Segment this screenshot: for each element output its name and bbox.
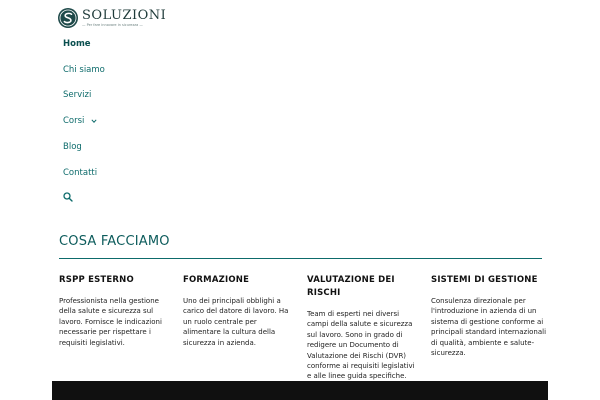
service-title: RSPP ESTERNO <box>59 275 134 285</box>
service-description: Consulenza direzionale per l'introduzione in azienda di un sistema di gestione conforme ai principali standard internazionali di qualità, ambiente e salute-sicurezza. <box>431 297 547 358</box>
service-description: Uno dei principali obblighi a carico del datore di lavoro. Ha un ruolo centrale per alimentare la cultura della sicurezza in azienda. <box>183 297 289 347</box>
service-description: Professionista nella gestione della salute e sicurezza sul lavoro. Fornisce le indicazioni necessarie per rispettare i requisiti legislativi. <box>59 297 162 347</box>
nav-item-home[interactable]: Home <box>63 39 91 49</box>
section-divider <box>59 258 542 259</box>
nav-item-blog[interactable]: Blog <box>63 142 82 152</box>
brand-name: SOLUZIONI <box>82 7 167 23</box>
nav-item-corsi[interactable] <box>63 116 97 126</box>
nav-item-contatti[interactable]: Contatti <box>63 168 98 178</box>
service-column-valutazione <box>307 274 419 382</box>
service-title: SISTEMI DI GESTIONE <box>431 275 538 285</box>
nav-item-chi-siamo[interactable]: Chi siamo <box>63 65 105 75</box>
logo-emblem-icon <box>57 7 79 29</box>
brand-tagline: — Per fare innovare in sicurezza — <box>82 22 143 27</box>
service-column-sistemi <box>431 274 547 358</box>
service-description: Team di esperti nei diversi campi della salute e sicurezza sul lavoro. Sono in grado di redigere un Documento di Valutazione dei Rischi (DVR) conforme ai requisiti legislativi e alle linee guida specifiche. <box>307 310 415 381</box>
nav-item-corsi-label: Corsi <box>63 116 85 126</box>
chevron-down-icon <box>91 118 97 124</box>
site-logo[interactable] <box>57 7 166 29</box>
service-title: FORMAZIONE <box>183 275 250 285</box>
section-title: COSA FACCIAMO <box>59 234 170 249</box>
service-column-rspp <box>59 274 171 348</box>
service-column-formazione <box>183 274 295 348</box>
service-title: VALUTAZIONE DEI RISCHI <box>307 275 395 298</box>
search-icon[interactable] <box>63 192 73 202</box>
footer-bar <box>52 381 548 400</box>
nav-item-servizi[interactable]: Servizi <box>63 90 92 100</box>
